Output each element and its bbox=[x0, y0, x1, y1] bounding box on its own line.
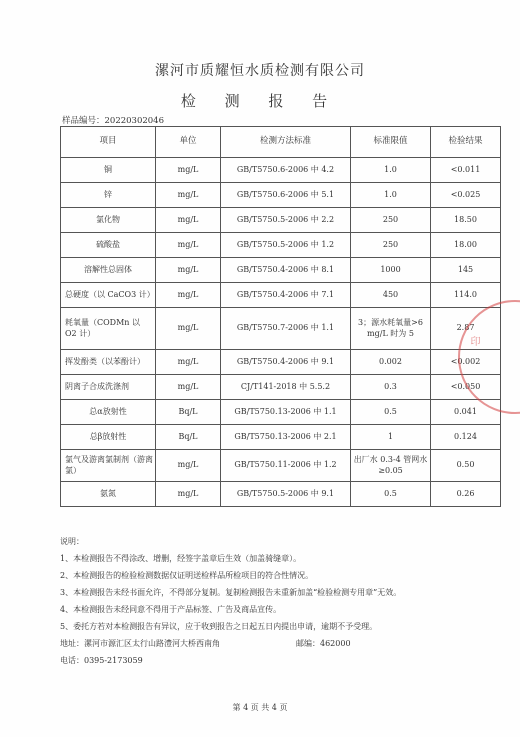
cell-result: 0.50 bbox=[431, 450, 501, 482]
table-row bbox=[61, 258, 501, 283]
cell-unit: mg/L bbox=[156, 208, 221, 233]
cell-unit: mg/L bbox=[156, 283, 221, 308]
cell-unit: mg/L bbox=[156, 350, 221, 375]
cell-method: GB/T5750.5-2006 中 2.2 bbox=[221, 208, 351, 233]
cell-unit: mg/L bbox=[156, 482, 221, 507]
notes-heading: 说明： bbox=[60, 537, 84, 546]
cell-unit: mg/L bbox=[156, 450, 221, 482]
cell-result: <0.025 bbox=[431, 183, 501, 208]
cell-unit: mg/L bbox=[156, 183, 221, 208]
address-line bbox=[60, 635, 500, 652]
postal-code: 邮编：462000 bbox=[296, 639, 351, 648]
cell-item: 耗氧量（CODMn 以 O2 计） bbox=[61, 308, 156, 350]
cell-result: 145 bbox=[431, 258, 501, 283]
cell-item: 氯化物 bbox=[61, 208, 156, 233]
cell-item: 总α放射性 bbox=[61, 400, 156, 425]
cell-item: 锌 bbox=[61, 183, 156, 208]
cell-result: 114.0 bbox=[431, 283, 501, 308]
page-footer: 第 4 页 共 4 页 bbox=[232, 703, 288, 712]
cell-limit: 1000 bbox=[351, 258, 431, 283]
table-row bbox=[61, 208, 501, 233]
cell-method: GB/T5750.5-2006 中 9.1 bbox=[221, 482, 351, 507]
cell-method: GB/T5750.6-2006 中 4.2 bbox=[221, 158, 351, 183]
cell-unit: mg/L bbox=[156, 233, 221, 258]
cell-limit: 3；源水耗氧量>6 mg/L 时为 5 bbox=[351, 308, 431, 350]
cell-result: 18.00 bbox=[431, 233, 501, 258]
header-limit: 标准限值 bbox=[351, 127, 431, 158]
cell-method: GB/T5750.4-2006 中 9.1 bbox=[221, 350, 351, 375]
cell-limit: 250 bbox=[351, 208, 431, 233]
cell-limit: 0.5 bbox=[351, 482, 431, 507]
cell-limit: 250 bbox=[351, 233, 431, 258]
cell-result: 0.041 bbox=[431, 400, 501, 425]
table-row bbox=[61, 308, 501, 350]
cell-result: <0.002 bbox=[431, 350, 501, 375]
cell-unit: mg/L bbox=[156, 158, 221, 183]
results-table bbox=[60, 126, 501, 507]
header-result: 检验结果 bbox=[431, 127, 501, 158]
cell-item: 硫酸盐 bbox=[61, 233, 156, 258]
table-row bbox=[61, 425, 501, 450]
note-line: 2、本检测报告的检验检测数据仅证明送检样品所检项目的符合性情况。 bbox=[60, 571, 314, 580]
cell-unit: mg/L bbox=[156, 375, 221, 400]
cell-method: GB/T5750.7-2006 中 1.1 bbox=[221, 308, 351, 350]
cell-item: 氯气及游离氯制剂（游离氯） bbox=[61, 450, 156, 482]
cell-method: CJ/T141-2018 中 5.5.2 bbox=[221, 375, 351, 400]
table-row bbox=[61, 400, 501, 425]
cell-limit: 1 bbox=[351, 425, 431, 450]
cell-unit: mg/L bbox=[156, 258, 221, 283]
address: 地址：漯河市源汇区太行山路澧河大桥西南角 bbox=[60, 639, 220, 648]
cell-item: 总硬度（以 CaCO3 计） bbox=[61, 283, 156, 308]
cell-method: GB/T5750.5-2006 中 1.2 bbox=[221, 233, 351, 258]
cell-item: 氨氮 bbox=[61, 482, 156, 507]
cell-result: 0.26 bbox=[431, 482, 501, 507]
cell-limit: 出厂水 0.3-4 管网水≥0.05 bbox=[351, 450, 431, 482]
cell-unit: Bq/L bbox=[156, 400, 221, 425]
table-row bbox=[61, 450, 501, 482]
phone: 电话：0395-2173059 bbox=[60, 656, 143, 665]
cell-method: GB/T5750.4-2006 中 8.1 bbox=[221, 258, 351, 283]
cell-result: <0.011 bbox=[431, 158, 501, 183]
cell-result: <0.050 bbox=[431, 375, 501, 400]
report-title: 检 测 报 告 bbox=[180, 92, 340, 110]
cell-unit: mg/L bbox=[156, 308, 221, 350]
table-header-row bbox=[61, 127, 501, 158]
cell-limit: 0.5 bbox=[351, 400, 431, 425]
cell-unit: Bq/L bbox=[156, 425, 221, 450]
cell-item: 铜 bbox=[61, 158, 156, 183]
table-row bbox=[61, 233, 501, 258]
cell-method: GB/T5750.13-2006 中 1.1 bbox=[221, 400, 351, 425]
cell-limit: 0.3 bbox=[351, 375, 431, 400]
cell-item: 挥发酚类（以苯酚计） bbox=[61, 350, 156, 375]
note-line: 4、本检测报告未经同意不得用于产品标签、广告及商品宣传。 bbox=[60, 605, 282, 614]
table-row bbox=[61, 283, 501, 308]
cell-limit: 450 bbox=[351, 283, 431, 308]
cell-result: 18.50 bbox=[431, 208, 501, 233]
cell-limit: 0.002 bbox=[351, 350, 431, 375]
cell-method: GB/T5750.4-2006 中 7.1 bbox=[221, 283, 351, 308]
table-row bbox=[61, 375, 501, 400]
table-row bbox=[61, 350, 501, 375]
notes-section bbox=[60, 533, 500, 669]
note-line: 3、本检测报告未经书面允许，不得部分复制。复制检测报告未重新加盖“检验检测专用章”无效。 bbox=[60, 588, 402, 597]
table-row bbox=[61, 482, 501, 507]
cell-limit: 1.0 bbox=[351, 158, 431, 183]
table-row bbox=[61, 183, 501, 208]
cell-item: 总β放射性 bbox=[61, 425, 156, 450]
cell-result: 0.124 bbox=[431, 425, 501, 450]
company-name: 漯河市质耀恒水质检测有限公司 bbox=[155, 63, 365, 79]
cell-item: 溶解性总固体 bbox=[61, 258, 156, 283]
note-line: 5、委托方若对本检测报告有异议，应于收到报告之日起五日内提出申请，逾期不予受理。 bbox=[60, 622, 378, 631]
table-row bbox=[61, 158, 501, 183]
seal-mark: 印 bbox=[468, 336, 479, 346]
cell-method: GB/T5750.6-2006 中 5.1 bbox=[221, 183, 351, 208]
header-item: 项目 bbox=[61, 127, 156, 158]
cell-result: 2.87 bbox=[431, 308, 501, 350]
cell-method: GB/T5750.13-2006 中 2.1 bbox=[221, 425, 351, 450]
cell-limit: 1.0 bbox=[351, 183, 431, 208]
header-method: 检测方法标准 bbox=[221, 127, 351, 158]
header-unit: 单位 bbox=[156, 127, 221, 158]
cell-item: 阴离子合成洗涤剂 bbox=[61, 375, 156, 400]
note-line: 1、本检测报告不得涂改、增删，经签字盖章后生效（加盖骑缝章）。 bbox=[60, 554, 302, 563]
sample-number: 样品编号：20220302046 bbox=[62, 116, 164, 126]
cell-method: GB/T5750.11-2006 中 1.2 bbox=[221, 450, 351, 482]
